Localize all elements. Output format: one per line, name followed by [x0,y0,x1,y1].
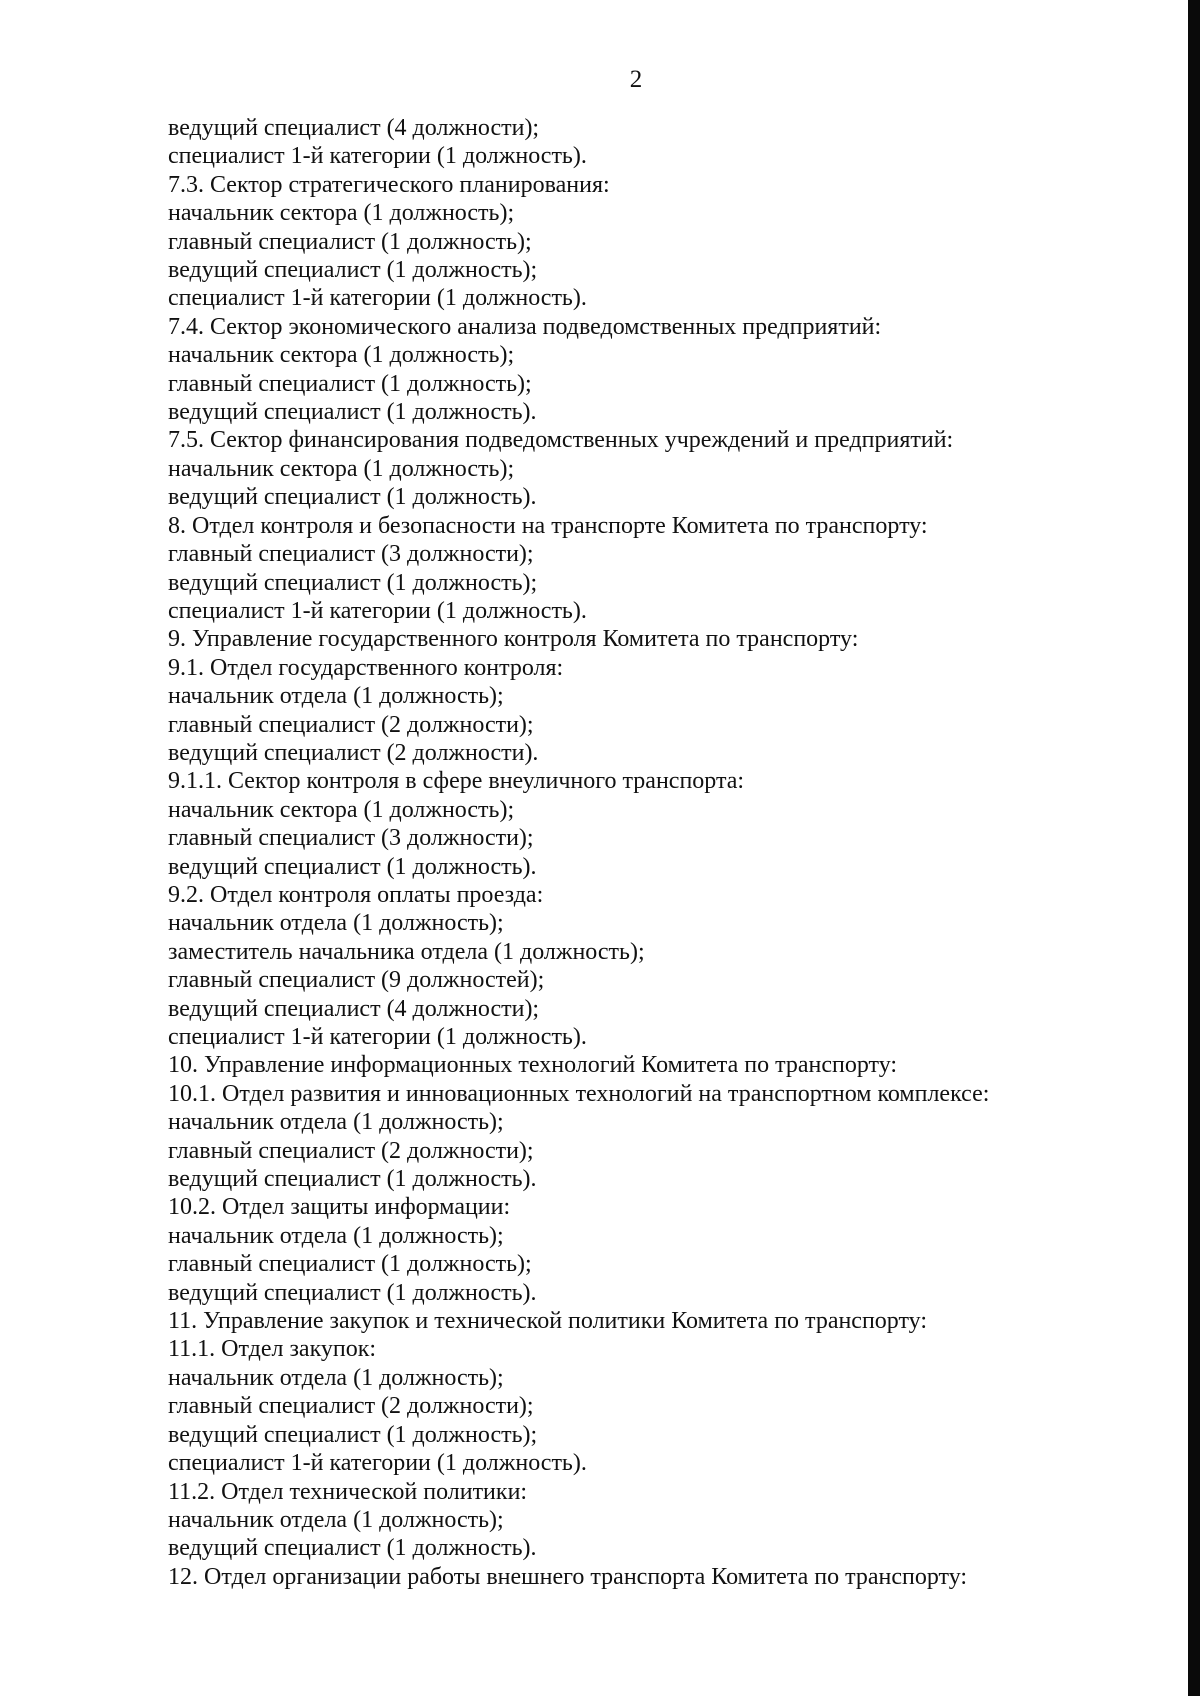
document-line: главный специалист (3 должности); [168,541,534,568]
document-line: главный специалист (2 должности); [168,1393,534,1420]
document-line: ведущий специалист (1 должность); [168,1421,538,1448]
document-line: ведущий специалист (4 должности); [168,115,540,141]
document-line: главный специалист (9 должностей); [168,967,545,994]
document-line: начальник отдела (1 должность); [168,1109,504,1136]
document-line: ведущий специалист (1 должность). [168,1166,537,1193]
document-body [168,114,1168,1591]
document-line: 9.1. Отдел государственного контроля: [168,654,564,681]
document-line: начальник отдела (1 должность); [168,1222,504,1249]
document-line: 8. Отдел контроля и безопасности на транспорте Комитета по транспорту: [168,512,928,539]
document-line: ведущий специалист (1 должность); [168,569,538,596]
document-line: заместитель начальника отдела (1 должность); [168,938,645,965]
document-line: начальник сектора (1 должность); [168,455,515,482]
document-line: начальник отдела (1 должность); [168,1364,504,1391]
document-line: ведущий специалист (1 должность). [168,484,537,511]
document-line: главный специалист (3 должности); [168,825,534,852]
document-line: 7.4. Сектор экономического анализа подведомственных предприятий: [168,313,882,340]
document-line: специалист 1-й категории (1 должность). [168,1024,587,1050]
document-line: главный специалист (1 должность); [168,370,532,397]
document-line: начальник отдела (1 должность); [168,683,504,710]
document-line: 7.3. Сектор стратегического планирования: [168,171,610,198]
document-line: главный специалист (1 должность); [168,1251,532,1278]
document-line: ведущий специалист (4 должности); [168,995,540,1022]
document-line: начальник сектора (1 должность); [168,200,515,227]
document-line: ведущий специалист (1 должность). [168,853,537,880]
document-line: ведущий специалист (1 должность). [168,1535,537,1562]
document-line: начальник отдела (1 должность); [168,910,504,937]
document-line: специалист 1-й категории (1 должность). [168,285,587,312]
document-line: 11. Управление закупок и технической политики Комитета по транспорту: [168,1308,928,1335]
document-line: ведущий специалист (1 должность). [168,399,537,426]
document-line: 11.1. Отдел закупок: [168,1336,377,1363]
page-number: 2 [629,66,643,93]
document-line: ведущий специалист (1 должность); [168,257,538,284]
document-line: начальник сектора (1 должность); [168,796,515,823]
document-line: специалист 1-й категории (1 должность). [168,1450,587,1477]
document-line: ведущий специалист (1 должность). [168,1279,537,1306]
document-line: 10. Управление информационных технологий Комитета по транспорту: [168,1052,898,1079]
document-line: 10.2. Отдел защиты информации: [168,1194,511,1221]
document-line: 9. Управление государственного контроля Комитета по транспорту: [168,626,859,653]
document-line: главный специалист (1 должность); [168,228,532,255]
document-line: ведущий специалист (2 должности). [168,739,539,766]
document-line: 12. Отдел организации работы внешнего транспорта Комитета по транспорту: [168,1563,968,1590]
document-line: главный специалист (2 должности); [168,711,534,738]
document-line: главный специалист (2 должности); [168,1137,534,1164]
document-line: специалист 1-й категории (1 должность). [168,597,587,624]
document-line: 7.5. Сектор финансирования подведомственных учреждений и предприятий: [168,427,954,454]
document-line: 9.1.1. Сектор контроля в сфере внеуличного транспорта: [168,768,745,795]
document-line: специалист 1-й категории (1 должность). [168,143,587,170]
document-line: 10.1. Отдел развития и инновационных технологий на транспортном комплексе: [168,1080,990,1107]
document-line: начальник сектора (1 должность); [168,342,515,369]
scan-edge-shadow [1188,0,1200,1696]
document-line: 11.2. Отдел технической политики: [168,1478,528,1505]
document-line: начальник отдела (1 должность); [168,1506,504,1533]
document-line: 9.2. Отдел контроля оплаты проезда: [168,881,544,908]
